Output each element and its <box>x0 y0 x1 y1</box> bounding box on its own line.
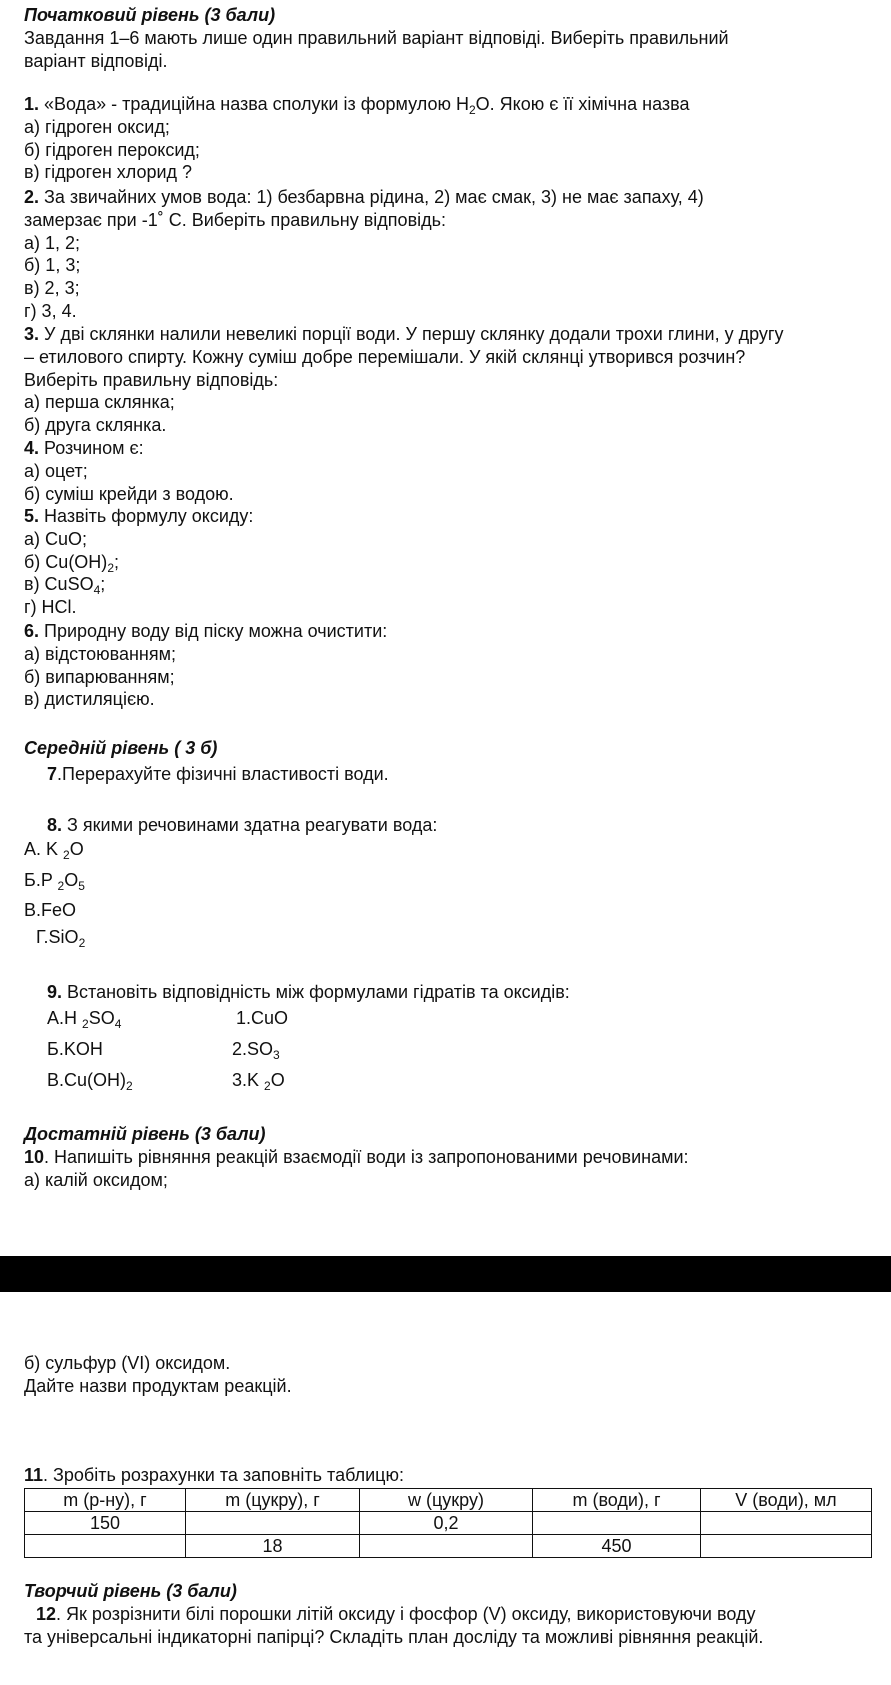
question-5-option-b-sub: 2 <box>107 560 114 575</box>
table-cell[interactable] <box>186 1512 360 1535</box>
question-6-option-b: б) випарюванням; <box>24 666 175 687</box>
question-12-line2: та універсальні індикаторні папірці? Складіть план досліду та можливі рівняння реакцій. <box>24 1626 764 1647</box>
q8-a-post: O <box>69 839 84 859</box>
question-7-text <box>47 763 891 786</box>
question-2-line1 <box>24 186 879 209</box>
question-6-number: 6. <box>24 621 40 641</box>
question-5-option-b <box>24 551 879 574</box>
table-cell[interactable]: 450 <box>533 1535 701 1558</box>
question-5-option-b-pre: б) Cu(OH) <box>24 551 108 572</box>
part3-heading: Достатній рівень (3 бали) <box>24 1124 266 1144</box>
question-11-number: 11 <box>24 1465 44 1485</box>
question-6-option-a: а) відстоюванням; <box>24 643 176 664</box>
table-header-cell: V (води), мл <box>701 1489 872 1512</box>
part2-heading: Середній рівень ( 3 б) <box>24 738 218 758</box>
question-5-option-b-post: ; <box>114 551 120 572</box>
question-4 <box>24 437 879 505</box>
question-1-option-a: а) гідроген оксид; <box>24 116 170 137</box>
question-3 <box>24 323 879 437</box>
question-2 <box>24 186 879 323</box>
question-7-text-body: .Перерахуйте фізичні властивості води. <box>57 764 389 784</box>
question-7 <box>47 763 891 786</box>
question-10-number: 10 <box>24 1146 45 1167</box>
q9-left-3 <box>47 1069 207 1092</box>
table-row <box>25 1535 872 1558</box>
question-12-number: 12 <box>36 1603 57 1624</box>
question-11-text-body: . Зробіть розрахунки та заповніть таблицю: <box>43 1465 404 1485</box>
table-cell[interactable] <box>701 1512 872 1535</box>
table-header-cell: m (води), г <box>533 1489 701 1512</box>
table-cell[interactable]: 0,2 <box>360 1512 533 1535</box>
question-2-number: 2. <box>24 187 40 207</box>
question-2-option-c: в) 2, 3; <box>24 278 80 299</box>
question-3-option-a: а) перша склянка; <box>24 392 175 413</box>
table-cell[interactable]: 150 <box>25 1512 186 1535</box>
question-3-line1 <box>24 323 879 346</box>
question-9 <box>47 981 891 1004</box>
question-6 <box>24 620 879 711</box>
question-1-text-a: «Вода» - традиційна назва сполуки із формулою H <box>39 94 469 114</box>
question-2-text: За звичайних умов вода: 1) безбарвна рідина, 2) має смак, 3) не має запаху, 4) <box>39 187 704 207</box>
q9-right-2 <box>232 1038 392 1061</box>
question-5-text <box>24 505 879 528</box>
question-5-number: 5. <box>24 506 40 526</box>
part4-section <box>24 1580 879 1648</box>
table-row <box>25 1512 872 1535</box>
q9-left-2: Б.KOH <box>47 1039 103 1059</box>
question-10-names: Дайте назви продуктам реакцій. <box>24 1375 292 1396</box>
question-9-number: 9. <box>47 982 63 1002</box>
question-5-option-c-sub: 4 <box>93 583 101 598</box>
part1-intro-line2: варіант відповіді. <box>24 50 168 71</box>
question-8-text-body: З якими речовинами здатна реагувати вода: <box>62 815 438 835</box>
question-5 <box>24 505 879 619</box>
question-5-text-body: Назвіть формулу оксиду: <box>39 506 254 526</box>
question-5-option-a: а) CuO; <box>24 528 88 549</box>
question-5-option-c-pre: в) CuSO <box>24 574 94 595</box>
question-1-number: 1. <box>24 94 40 114</box>
question-8-number: 8. <box>47 815 63 835</box>
question-10-text <box>24 1146 879 1169</box>
redaction-bar <box>0 1256 891 1292</box>
question-4-option-a: а) оцет; <box>24 460 88 481</box>
question-5-option-c <box>24 573 879 596</box>
question-1-option-c: в) гідроген хлорид ? <box>24 162 193 183</box>
question-7-number: 7 <box>47 764 58 784</box>
question-9-text-body: Встановіть відповідність між формулами гідратів та оксидів: <box>62 982 570 1002</box>
part1-heading: Початковий рівень (3 бали) <box>24 5 276 25</box>
q9-l3-pre: В.Cu(OH) <box>47 1070 127 1090</box>
question-2-option-b: б) 1, 3; <box>24 255 81 276</box>
question-5-option-c-post: ; <box>100 574 106 595</box>
question-11 <box>24 1464 879 1487</box>
question-4-text-body: Розчином є: <box>39 438 144 458</box>
table-cell[interactable] <box>701 1535 872 1558</box>
table-header-cell: w (цукру) <box>360 1489 533 1512</box>
q9-l1-pre: А.H <box>47 1008 83 1028</box>
question-4-option-b: б) суміш крейди з водою. <box>24 483 234 504</box>
q8-a-pre: А. K <box>24 839 64 859</box>
q9-l1-mid: SO <box>88 1008 115 1028</box>
question-10-option-a: а) калій оксидом; <box>24 1169 168 1190</box>
question-5-option-d: г) HCl. <box>24 597 77 618</box>
question-12-text: . Як розрізнити білі порошки літій оксиду і фосфор (V) оксиду, використовуючи воду <box>56 1603 756 1624</box>
question-3-option-b: б) друга склянка. <box>24 415 167 436</box>
question-8-text <box>47 814 891 837</box>
table-cell[interactable] <box>533 1512 701 1535</box>
question-2-option-d: г) 3, 4. <box>24 300 77 321</box>
q8-a-sub: 2 <box>63 848 70 862</box>
question-4-number: 4. <box>24 438 40 458</box>
question-3-line3: Виберіть правильну відповідь: <box>24 369 279 390</box>
question-3-number: 3. <box>24 324 40 344</box>
q9-r2-sub: 3 <box>273 1048 280 1062</box>
question-1-option-b: б) гідроген пероксид; <box>24 139 200 160</box>
q9-l1-sub2: 4 <box>114 1017 122 1031</box>
question-2-option-a: а) 1, 2; <box>24 232 81 253</box>
question-8-option-d <box>36 926 891 949</box>
table-header-cell: m (р-ну), г <box>25 1489 186 1512</box>
q8-b-pre: Б.P <box>24 870 58 890</box>
table-cell[interactable] <box>360 1535 533 1558</box>
q8-b-mid: O <box>64 870 79 890</box>
table-header-cell: m (цукру), г <box>186 1489 360 1512</box>
part4-heading: Творчий рівень (3 бали) <box>24 1581 237 1601</box>
question-2-line2: замерзає при -1˚ С. Виберіть правильну відповідь: <box>24 209 447 230</box>
calculation-table <box>24 1488 872 1558</box>
table-cell[interactable]: 18 <box>186 1535 360 1558</box>
q9-right-3 <box>232 1069 392 1092</box>
question-6-option-c: в) дистиляцією. <box>24 689 155 710</box>
question-8-option-b <box>24 869 879 892</box>
question-8-option-a <box>24 838 879 861</box>
question-3-line2: – етилового спирту. Кожну суміш добре перемішали. У якій склянці утворився розчин? <box>24 346 746 367</box>
question-1-sub: 2 <box>468 103 476 117</box>
question-1-text-b: O. Якою є її хімічна назва <box>475 94 690 114</box>
q8-b-sub1: 2 <box>57 879 65 893</box>
question-8 <box>47 814 891 837</box>
question-10-option-b: б) сульфур (VI) оксидом. <box>24 1353 231 1373</box>
q9-left-1 <box>47 1007 207 1030</box>
question-4-text <box>24 437 879 460</box>
question-3-text: У дві склянки налили невеликі порції води. У першу склянку додали трохи глини, у другу <box>39 324 784 344</box>
question-1 <box>24 93 879 184</box>
question-1-text <box>24 93 879 116</box>
question-6-text <box>24 620 879 643</box>
q9-r2-pre: 2.SO <box>232 1039 274 1059</box>
q8-d-pre: Г.SiO <box>36 927 79 947</box>
question-10-text-body: . Напишіть рівняння реакцій взаємодії води із запропонованими речовинами: <box>44 1146 689 1167</box>
part3-section <box>24 1123 879 1191</box>
question-12-line1 <box>24 1603 879 1626</box>
question-9-text <box>47 981 891 1004</box>
table-header-row <box>25 1489 872 1512</box>
q8-b-sub2: 5 <box>78 879 85 893</box>
q9-r3-pre: 3.K <box>232 1070 265 1090</box>
q9-l3-sub: 2 <box>126 1079 133 1093</box>
part1-intro-line1: Завдання 1–6 мають лише один правильний варіант відповіді. Виберіть правильний <box>24 27 729 48</box>
q9-r3-post: O <box>270 1070 285 1090</box>
table-cell[interactable] <box>25 1535 186 1558</box>
question-11-text <box>24 1464 879 1487</box>
q9-r3-sub: 2 <box>264 1079 271 1093</box>
q8-d-sub: 2 <box>78 936 86 950</box>
part1-section <box>24 4 879 72</box>
q9-right-1: 1.CuO <box>236 1008 289 1028</box>
q9-l1-sub1: 2 <box>82 1017 89 1031</box>
question-10-continued <box>24 1352 879 1398</box>
question-6-text-body: Природну воду від піску можна очистити: <box>39 621 388 641</box>
question-8-option-c: В.FeO <box>24 900 77 920</box>
